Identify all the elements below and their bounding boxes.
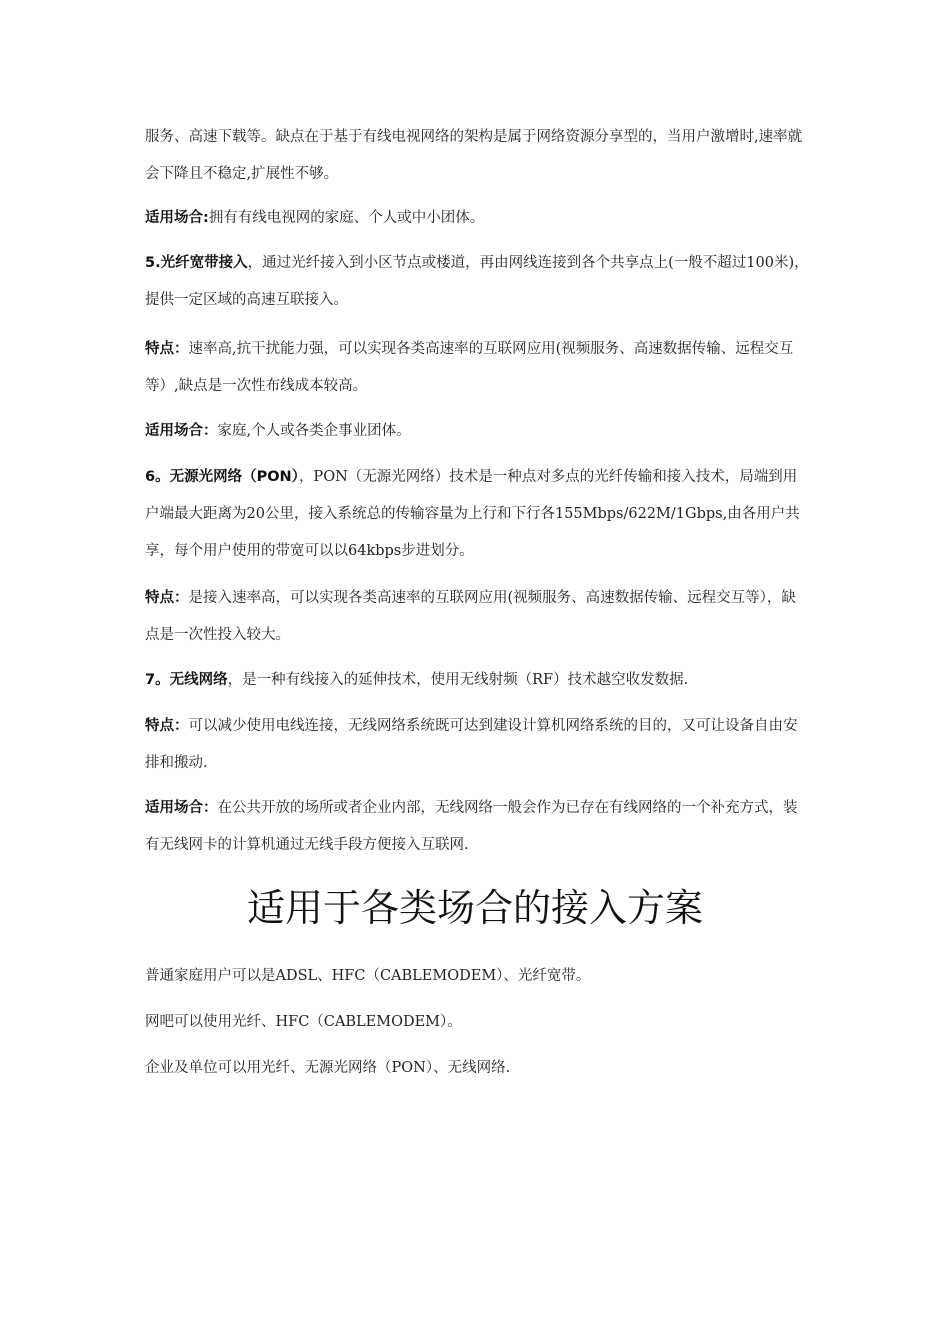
paragraph-wireless-features bbox=[145, 708, 810, 782]
paragraph-text: 在公共开放的场所或者企业内部，无线网络一般会作为已存在有线网络的一个补充方式，装有无线网卡的计算机通过无线手段方便接入互联网. bbox=[145, 800, 798, 853]
paragraph-text: ，PON（无源光网络）技术是一种点对多点的光纤传输和接入技术，局端到用户端最大距离为20公里，接入系统总的传输容量为上行和下行各155Mbps/622M/1Gbps,由各用户共享，每个用户使用的带宽可以以64kbps步进划分。 bbox=[145, 469, 800, 559]
paragraph-text: 家庭,个人或各类企事业团体。 bbox=[217, 423, 411, 439]
paragraph-text: ，通过光纤接入到小区节点或楼道，再由网线连接到各个共享点上(一般不超过100米)，提供一定区域的高速互联接入。 bbox=[145, 255, 809, 308]
paragraph-label: 5.光纤宽带接入 bbox=[145, 255, 248, 271]
paragraph-label: 特点： bbox=[145, 341, 189, 357]
paragraph-label: 适用场合: bbox=[145, 210, 209, 226]
solution-internet-cafe: 网吧可以使用光纤、HFC（CABLEMODEM）。 bbox=[145, 1014, 462, 1030]
paragraph-fiber-usage bbox=[145, 413, 810, 450]
paragraph-label: 特点： bbox=[145, 718, 189, 734]
paragraph-text: 速率高,抗干扰能力强，可以实现各类高速率的互联网应用(视频服务、高速数据传输、远程交互等）,缺点是一次性布线成本较高。 bbox=[145, 341, 794, 394]
paragraph-label: 适用场合： bbox=[145, 800, 218, 816]
paragraph-pon bbox=[145, 459, 810, 570]
paragraph-text: 是接入速率高，可以实现各类高速率的互联网应用(视频服务、高速数据传输、远程交互等），缺点是一次性投入较大。 bbox=[145, 590, 796, 643]
paragraph-label: 适用场合： bbox=[145, 423, 218, 439]
paragraph-text: 可以减少使用电线连接，无线网络系统既可达到建设计算机网络系统的目的，又可让设备自由安排和搬动. bbox=[145, 718, 798, 771]
paragraph-label: 特点： bbox=[145, 590, 189, 606]
paragraph-wireless bbox=[145, 662, 810, 699]
paragraph-cable-usage bbox=[145, 200, 810, 237]
paragraph-label: 7。无线网络 bbox=[145, 672, 228, 688]
paragraph-cable-drawbacks bbox=[145, 119, 810, 193]
paragraph-label: 6。无源光网络（PON） bbox=[145, 469, 299, 485]
paragraph-pon-features bbox=[145, 580, 810, 654]
solution-home-users: 普通家庭用户可以是ADSL、HFC（CABLEMODEM）、光纤宽带。 bbox=[145, 968, 591, 984]
paragraph-fiber-broadband bbox=[145, 245, 810, 319]
solution-enterprise: 企业及单位可以用光纤、无源光网络（PON）、无线网络. bbox=[145, 1060, 511, 1076]
paragraph-fiber-features bbox=[145, 331, 810, 405]
paragraph-text: ，是一种有线接入的延伸技术，使用无线射频（RF）技术越空收发数据. bbox=[227, 672, 689, 688]
paragraph-text: 服务、高速下载等。缺点在于基于有线电视网络的架构是属于网络资源分享型的，当用户激增时,速率就会下降且不稳定,扩展性不够。 bbox=[145, 129, 803, 182]
section-heading: 适用于各类场合的接入方案 bbox=[246, 886, 703, 930]
paragraph-text: 拥有有线电视网的家庭、个人或中小团体。 bbox=[208, 210, 485, 226]
paragraph-wireless-usage bbox=[145, 790, 810, 864]
